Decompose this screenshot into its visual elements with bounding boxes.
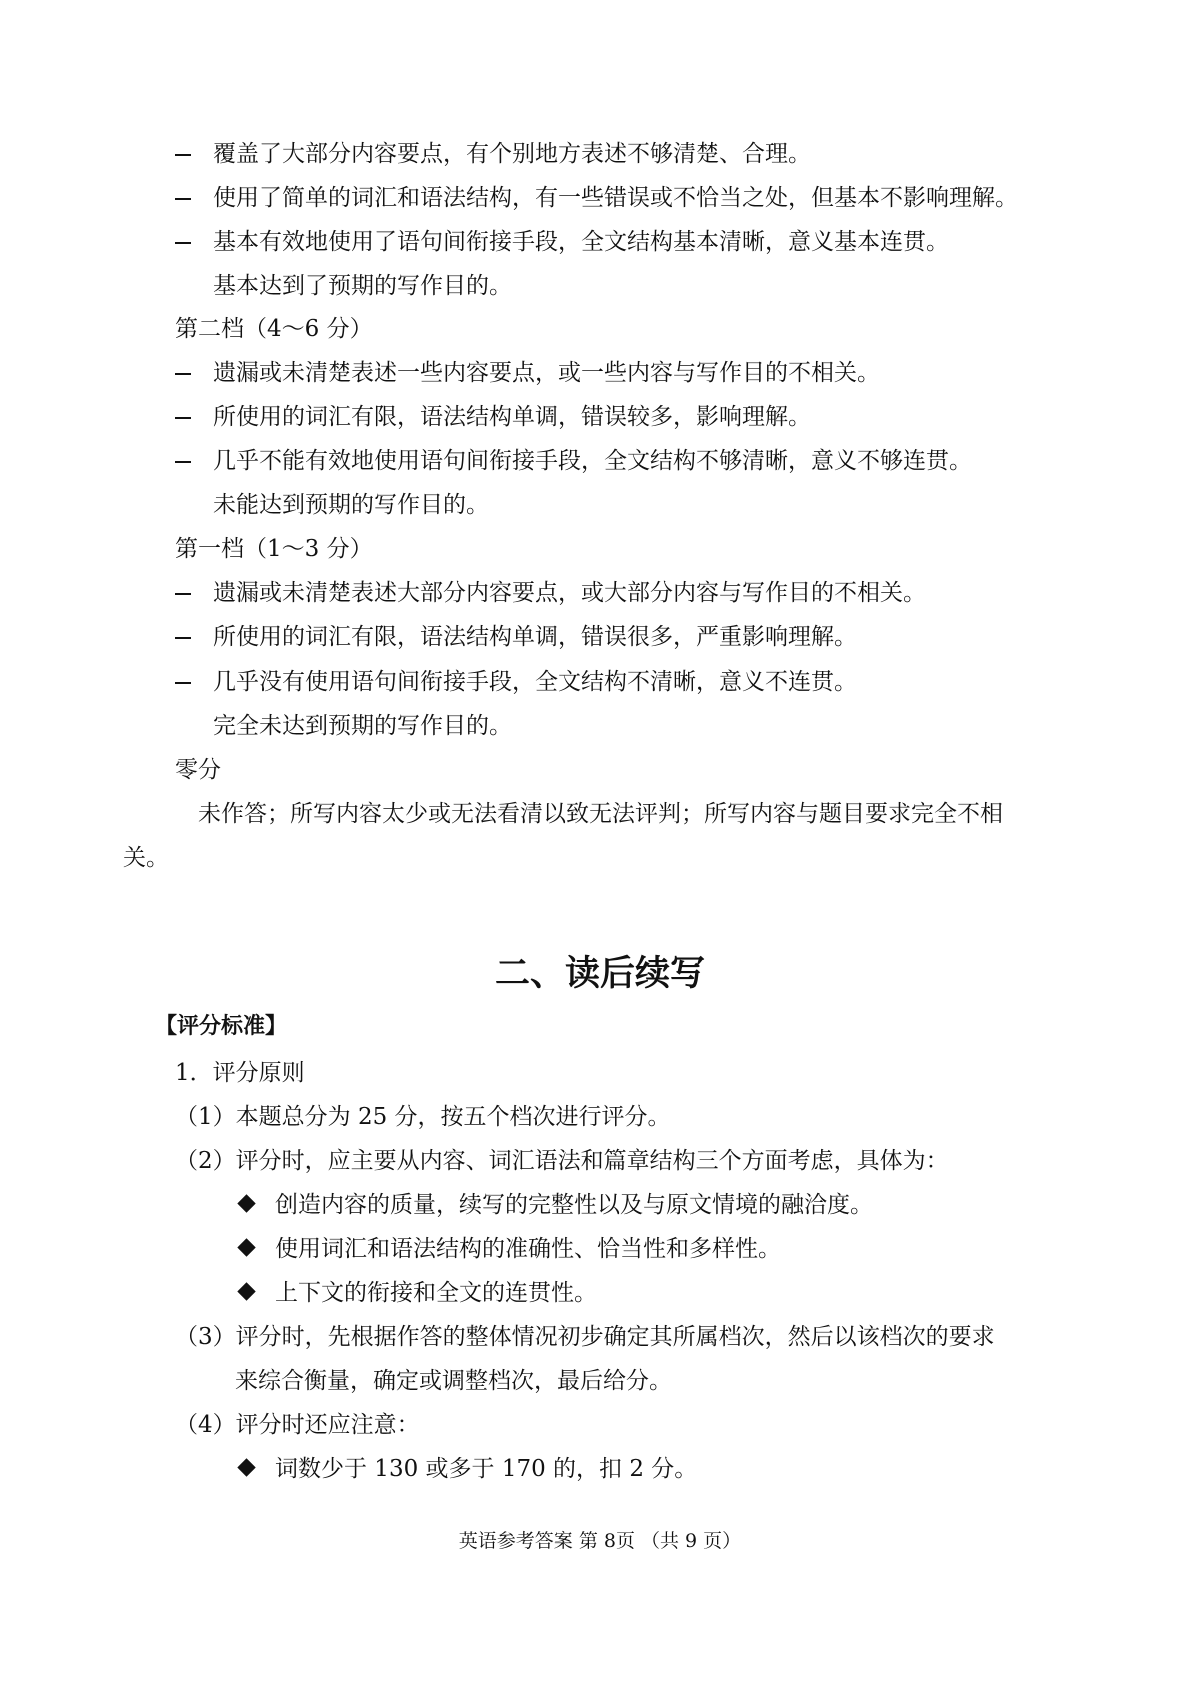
bullet-item: 词数少于 130 或多于 170 的，扣 2 分。 bbox=[275, 1456, 698, 1482]
bullet-item: 创造内容的质量，续写的完整性以及与原文情境的融洽度。 bbox=[275, 1192, 873, 1218]
section-title: 二、读后续写 bbox=[494, 954, 705, 994]
zero-description: 未作答；所写内容太少或无法看清以致无法评判；所写内容与题目要求完全不相 bbox=[198, 801, 1003, 827]
principle-point: （4）评分时还应注意： bbox=[175, 1412, 420, 1438]
principle-point: （1）本题总分为 25 分，按五个档次进行评分。 bbox=[175, 1104, 671, 1130]
rubric-summary: 未能达到预期的写作目的。 bbox=[213, 492, 489, 518]
rubric-item: 覆盖了大部分内容要点，有个别地方表述不够清楚、合理。 bbox=[213, 141, 811, 167]
rubric-summary: 完全未达到预期的写作目的。 bbox=[213, 713, 512, 739]
rubric-item: 遗漏或未清楚表述大部分内容要点，或大部分内容与写作目的不相关。 bbox=[213, 580, 926, 606]
rubric-item: 所使用的词汇有限，语法结构单调，错误很多，严重影响理解。 bbox=[213, 624, 857, 650]
rubric-item: 基本有效地使用了语句间衔接手段，全文结构基本清晰，意义基本连贯。 bbox=[213, 229, 949, 255]
criteria-label: 【评分标准】 bbox=[155, 1014, 288, 1039]
rubric-item: 所使用的词汇有限，语法结构单调，错误较多，影响理解。 bbox=[213, 404, 811, 430]
bullet-diamond bbox=[237, 1282, 255, 1300]
bullet-item: 使用词汇和语法结构的准确性、恰当性和多样性。 bbox=[275, 1236, 781, 1262]
zero-heading: 零分 bbox=[175, 757, 221, 783]
principle-point-cont: 来综合衡量，确定或调整档次，最后给分。 bbox=[235, 1368, 672, 1394]
tier-heading: 第二档（4～6 分） bbox=[175, 316, 373, 342]
bullet-diamond bbox=[237, 1238, 255, 1256]
rubric-item: 使用了简单的词汇和语法结构，有一些错误或不恰当之处，但基本不影响理解。 bbox=[213, 185, 1018, 211]
bullet-item: 上下文的衔接和全文的连贯性。 bbox=[275, 1280, 597, 1306]
principle-point: （2）评分时，应主要从内容、词汇语法和篇章结构三个方面考虑，具体为： bbox=[175, 1148, 949, 1174]
rubric-summary: 基本达到了预期的写作目的。 bbox=[213, 273, 512, 299]
principle-heading: 1．评分原则 bbox=[175, 1060, 305, 1086]
rubric-item: 遗漏或未清楚表述一些内容要点，或一些内容与写作目的不相关。 bbox=[213, 360, 880, 386]
principle-point: （3）评分时，先根据作答的整体情况初步确定其所属档次，然后以该档次的要求 bbox=[175, 1324, 995, 1350]
zero-description-cont: 关。 bbox=[123, 845, 169, 871]
rubric-item: 几乎不能有效地使用语句间衔接手段，全文结构不够清晰，意义不够连贯。 bbox=[213, 448, 972, 474]
rubric-item: 几乎没有使用语句间衔接手段，全文结构不清晰，意义不连贯。 bbox=[213, 669, 857, 695]
page-footer: 英语参考答案 第 8页 （共 9 页） bbox=[458, 1530, 742, 1552]
bullet-diamond bbox=[237, 1194, 255, 1212]
tier-heading: 第一档（1～3 分） bbox=[175, 536, 373, 562]
bullet-diamond bbox=[237, 1458, 255, 1476]
